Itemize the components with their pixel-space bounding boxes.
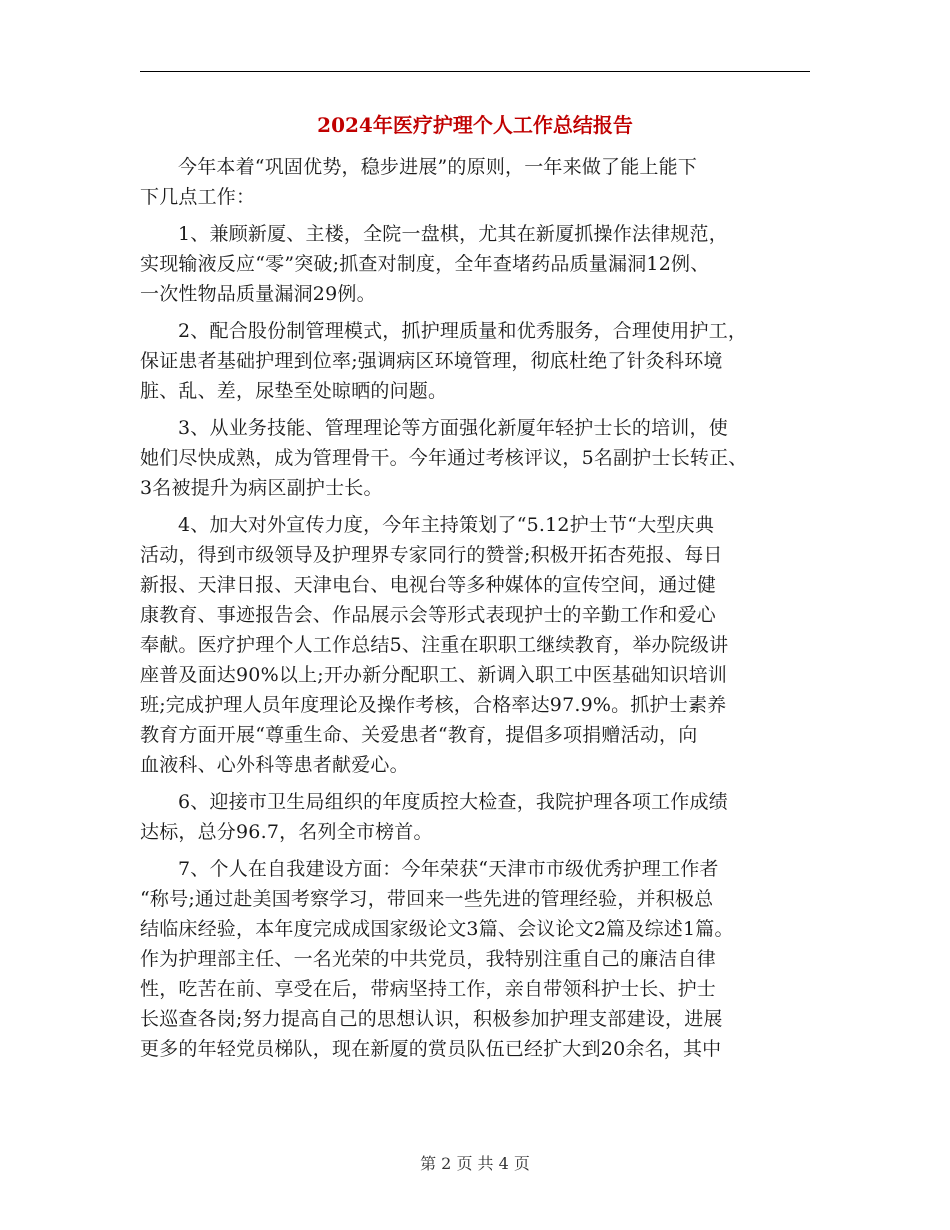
text-line: 更多的年轻党员梯队，现在新厦的赏员队伍已经扩大到20余名，其中	[140, 1038, 722, 1060]
text-line: 4、加大对外宣传力度，今年主持策划了“5.12护士节“大型庆典	[178, 514, 715, 536]
text-line: 康教育、事迹报告会、作品展示会等形式表现护士的辛勤工作和爱心	[140, 604, 717, 626]
text-line: 结临床经验，本年度完成成国家级论文3篇、会议论文2篇及综述1篇。	[140, 918, 734, 940]
text-line: 血液科、心外科等患者献爱心。	[140, 754, 409, 776]
text-line: 活动，得到市级领导及护理界专家同行的赞誉;积极开拓杏苑报、每日	[140, 544, 723, 566]
text-line: 长巡查各岗;努力提高自己的思想认识，积极参加护理支部建设，进展	[140, 1008, 723, 1030]
text-line: 作为护理部主任、一名光荣的中共党员，我特别注重自己的廉洁自律	[140, 948, 717, 970]
text-line: 班;完成护理人员年度理论及操作考核，合格率达97.9%。抓护士素养	[140, 694, 727, 716]
text-line: 新报、天津日报、天津电台、电视台等多种媒体的宣传空间，通过健	[140, 574, 717, 596]
text-line: 一次性物品质量漏洞29例。	[140, 283, 376, 305]
text-line: 教育方面开展“尊重生命、关爱患者“教育，提倡多项捐赠活动，向	[140, 724, 698, 746]
text-line: 2、配合股份制管理模式，抓护理质量和优秀服务，合理使用护工，	[178, 320, 748, 342]
paragraph	[140, 152, 812, 212]
text-line: 3名被提升为病区副护士长。	[140, 477, 383, 499]
text-line: 3、从业务技能、管理理论等方面强化新厦年轻护士长的培训，使	[178, 417, 728, 439]
paragraph	[140, 510, 812, 780]
text-line: 1、兼顾新厦、主楼，全院一盘棋，尤其在新厦抓操作法律规范，	[178, 223, 728, 245]
text-line: 7、个人在自我建设方面：今年荣获“天津市市级优秀护理工作者	[178, 858, 719, 880]
text-line: 今年本着“巩固优势，稳步进展”的原则，一年来做了能上能下	[178, 156, 698, 178]
text-line: 6、迎接市卫生局组织的年度质控大检查，我院护理各项工作成绩	[178, 791, 728, 813]
text-line: 达标，总分96.7，名列全市榜首。	[140, 821, 433, 843]
text-line: 她们尽快成熟，成为管理骨干。今年通过考核评议，5名副护士长转正、	[140, 447, 748, 469]
text-line: 实现输液反应“零”突破;抓查对制度，全年查堵药品质量漏洞12例、	[140, 253, 710, 275]
paragraph	[140, 219, 812, 309]
paragraph	[140, 787, 812, 847]
text-line: 性，吃苦在前、享受在后，带病坚持工作，亲自带领科护士长、护士	[140, 978, 717, 1000]
document-title: 2024年医疗护理个人工作总结报告	[317, 113, 633, 137]
paragraph	[140, 413, 812, 503]
text-line: “称号;通过赴美国考察学习，带回来一些先进的管理经验，并积极总	[140, 888, 714, 910]
text-line: 脏、乱、差，尿垫至处晾晒的问题。	[140, 380, 448, 402]
text-line: 座普及面达90%以上;开办新分配职工、新调入职工中医基础知识培训	[140, 664, 728, 686]
text-line: 奉献。医疗护理个人工作总结5、注重在职职工继续教育，举办院级讲	[140, 634, 729, 656]
paragraph	[140, 854, 812, 1064]
text-line: 保证患者基础护理到位率;强调病区环境管理，彻底杜绝了针灸科环境	[140, 350, 723, 372]
page-number: 第 2 页 共 4 页	[420, 1154, 530, 1173]
header-rule	[140, 71, 810, 72]
text-line: 下几点工作：	[140, 186, 256, 208]
document-body	[140, 152, 812, 1071]
paragraph	[140, 316, 812, 406]
